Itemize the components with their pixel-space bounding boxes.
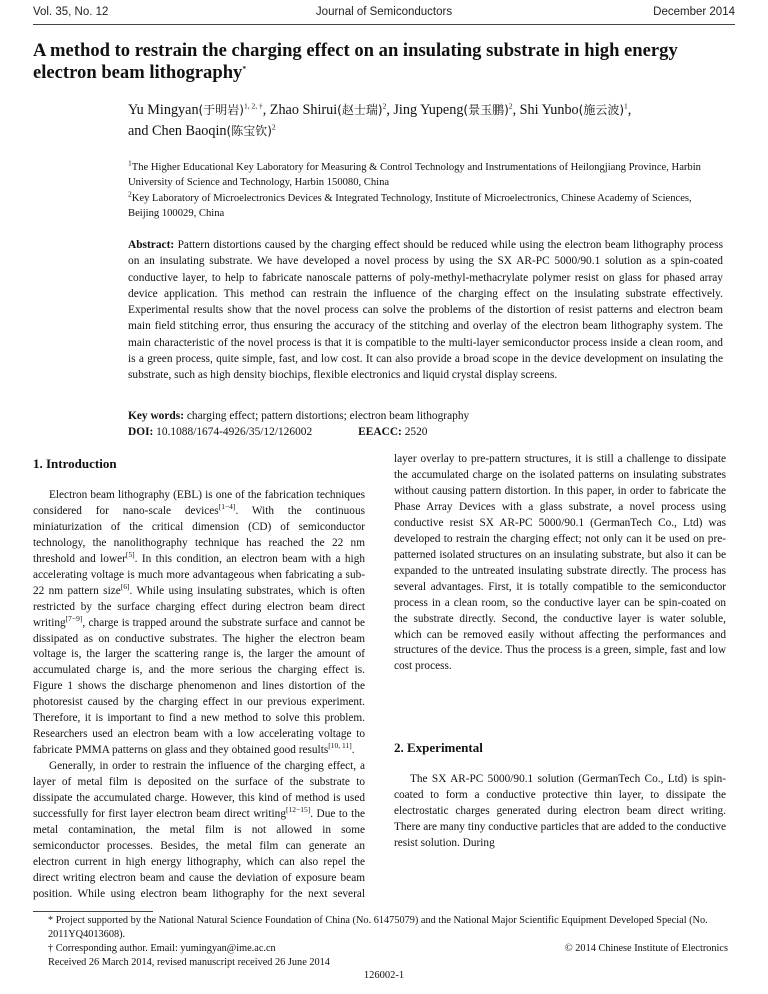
title-footnote-mark: * — [242, 63, 247, 73]
citation: [5] — [125, 550, 135, 559]
author-chinese-name: (景玉鹏) — [463, 103, 509, 117]
author: and Chen Baoqin(陈宝钦)$^2$ — [128, 122, 276, 139]
intro-paragraph-1: Electron beam lithography (EBL) is one of the fabrication techniques considered for nano-scale devices[1−4]. With the continuous miniaturization of the critical dimension (CD) of semiconductor technology, the nanolithography technique has reached the 22 nm threshold and lower[5]. In this condition, an electron beam with a high accelerating voltage is much more advantageous when fabricating a sub-22 nm pattern size[6]. While using insulating substrates, which is often restricted by the surface charging effect during electron beam direct writing[7−9], charge is trapped around the substrate surface and cannot be dissipated as on conductive substrates. The higher the electron beam voltage is, the larger the scattering range is, the larger the amount of accumulated charge is, and the more serious the charging effect is. Figure 1 shows the discharge phenomenon and lines distortion of the photoresist caused by the charging effect in our previous experiment. Therefore, it is important to find a new method to solve this problem. Researchers used an electron beam with a low accelerating voltage to fabricate PMMA patterns on glass and they obtained good results[10, 11]. — [33, 488, 366, 757]
left-column — [33, 452, 365, 903]
abstract-label: Abstract: — [128, 239, 175, 251]
citation: [10, 11] — [328, 741, 352, 751]
funding-footnote: * Project supported by the National Natural Science Foundation of China (No. 61475079) and the National Major Scientific Equipment Developed Special (No. 2011YQ4013608). — [48, 915, 708, 940]
header-rule — [33, 24, 735, 25]
affiliation-2: $^2$Key Laboratory of Microelectronics Devices & Integrated Technology, Institute of Microelectronics, Chinese Academy of Sciences, Beijing 100029, China — [128, 189, 692, 219]
author-chinese-name: (陈宝钦) — [226, 124, 272, 138]
abstract-text: Pattern distortions caused by the charging effect should be reduced while using the electron beam lithography process on an insulating substrate. We have developed a novel process by using the SX AR-PC 5000/90.1 solution as a spin-coated conductive layer, to help to fabricate nanoscale patterns of poly-methyl-methacrylate polymer resist on glass for phased array device application. This method can restrain the influence of the charging effect on the insulating substrate effectively. Experimental results show that the novel process can solve the problems of the distortion of resist patterns and electron beam main field stitching error, thus ensuring the accuracy of the stitching and overlay of the electron beam lithography system. The main characteristic of the novel process is that it is compatible to the multi-layer semiconductor process inside a clean room, and is a green process, quite simple, fast, and low cost. It can also provide a broad scope in the device development on insulating the substrate, such as high density biochips, flexible electronics and liquid crystal display screens. — [128, 239, 723, 382]
page-number: 126002-1 — [363, 970, 405, 981]
author: Zhao Shirui(赵士瑞)$^2$, — [269, 101, 394, 118]
doi-line: DOI: 10.1088/1674-4926/35/12/126002 EEACC: 2520 — [128, 426, 428, 438]
affiliation-1: $^1$The Higher Educational Key Laboratory for Measuring & Control Technology and Instrumentations of Heilongjiang Province, Harbin University of Science and Technology, Harbin 150080, China — [128, 158, 701, 188]
eeacc-value: 2520 — [404, 426, 428, 438]
corresponding-author-footnote: † Corresponding author. Email: yumingyan@ime.ac.cn — [48, 943, 276, 954]
footnote-rule — [33, 911, 153, 912]
intro-paragraph-2-continued: layer overlay to pre-pattern structures, it is still a challenge to dissipate the accumulated charge on the isolated patterns on insulating substrates without causing pattern distortion. In this paper, in order to fabricate the Phase Array Devices with a glass substrate, a novel process using conductive resist SX AR-PC 5000/90.1 (GermanTech Co., Ltd) was developed to restrain the charging effect; not only can it be used on pre-patterned isolated structures on an insulating substrate, but also it can be expanded to the untreated insulating substrate directly. The process has several advantages. First, it is totally compatible to the semiconductor process in a clean room, so the conductive layer can be spin-coated on the substrate directly. Second, the conductive layer is water soluble, which can be removed easily without affecting the performances and structures of the device. Thus the process is a green, simple, fast and low cost process. — [394, 453, 726, 673]
paper-title: A method to restrain the charging effect on an insulating substrate in high energy electron beam lithography* — [33, 40, 678, 83]
author: Shi Yunbo(施云波)$^1$, — [519, 101, 632, 118]
doi-value: 10.1088/1674-4926/35/12/126002 — [156, 426, 313, 438]
author-chinese-name: (施云波) — [578, 103, 625, 117]
footnotes — [48, 914, 728, 970]
section-heading-experimental: 2. Experimental — [394, 740, 483, 755]
running-header — [33, 6, 735, 24]
author-list — [128, 100, 728, 142]
author: Jing Yupeng(景玉鹏)$^2$, — [393, 101, 520, 118]
keywords-block — [128, 408, 723, 440]
copyright: © 2014 Chinese Institute of Electronics — [564, 943, 728, 954]
journal-name: Journal of Semiconductors — [315, 6, 453, 18]
author-chinese-name: (于明岩) — [198, 103, 244, 117]
received-dates: Received 26 March 2014, revised manuscript received 26 June 2014 — [48, 957, 330, 968]
experimental-paragraph-1: The SX AR-PC 5000/90.1 solution (GermanTech Co., Ltd) is spin-coated to form a conductive protective thin layer, to dissipate the electrostatic charges generated during electron beam direct writing. There are many tiny conductive particles that are added to the conductive resist solution. During — [394, 772, 726, 849]
citation: [1−4] — [218, 502, 236, 512]
author: Yu Mingyan(于明岩)$^{1, 2, \dagger}$, — [128, 101, 270, 118]
issue-date: December 2014 — [653, 6, 735, 18]
citation: [12−15] — [285, 805, 311, 815]
intro-paragraph-2: Generally, in order to restrain the influence of the charging effect, a layer of metal film is deposited on the surface of the substrate to dissipate the accumulated charge. However, this kind of method is used successfully for first layer electron beam direct writing[12−15]. Due to the metal contamination, the metal film is not allowed in some semiconductor processes. Besides, the metal film can generate an electron current in high energy lithography, which can also repel the direct writing electron beam and cause the deviation of exposure beam position. While using electron beam lithography for the next several — [33, 760, 365, 900]
citation: [6] — [120, 581, 130, 591]
volume-issue: Vol. 35, No. 12 — [33, 6, 109, 18]
abstract — [128, 237, 723, 384]
right-column — [394, 452, 726, 852]
section-heading-introduction: 1. Introduction — [33, 456, 117, 471]
author-chinese-name: (赵士瑞) — [337, 103, 383, 117]
keywords: Key words: charging effect; pattern distortions; electron beam lithography — [128, 410, 470, 422]
affiliations — [128, 160, 724, 222]
citation: [7−9] — [65, 613, 83, 623]
